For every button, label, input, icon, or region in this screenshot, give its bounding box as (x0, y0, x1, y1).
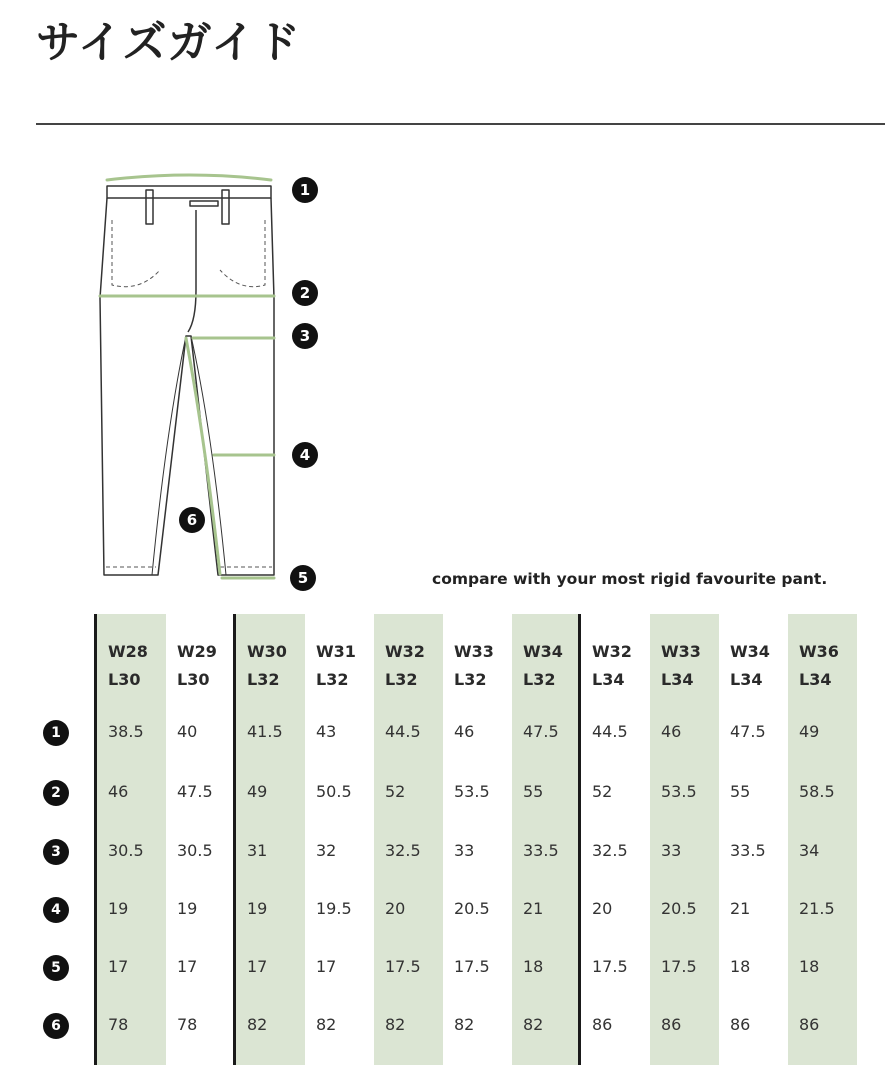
length-size: L32 (523, 670, 556, 689)
waist-size: W28 (108, 642, 148, 661)
table-cell: 19 (247, 899, 268, 918)
length-size: L34 (799, 670, 832, 689)
fit-note: compare with your most rigid favourite pant. (432, 570, 828, 588)
length-size: L34 (661, 670, 694, 689)
row-marker: 4 (43, 897, 69, 923)
table-cell: 18 (523, 957, 544, 976)
table-cell: 53.5 (661, 782, 697, 801)
size-header (799, 638, 859, 694)
size-header (247, 638, 307, 694)
size-header (730, 638, 790, 694)
waist-size: W33 (454, 642, 494, 661)
table-cell: 52 (592, 782, 613, 801)
table-cell: 82 (385, 1015, 406, 1034)
table-cell: 44.5 (592, 722, 628, 741)
table-cell: 17 (108, 957, 129, 976)
table-cell: 33.5 (523, 841, 559, 860)
svg-text:6: 6 (186, 511, 198, 529)
length-size: L30 (108, 670, 141, 689)
table-cell: 49 (247, 782, 268, 801)
table-cell: 32.5 (385, 841, 421, 860)
table-cell: 20.5 (454, 899, 490, 918)
length-size: L32 (316, 670, 349, 689)
table-cell: 43 (316, 722, 337, 741)
size-header (316, 638, 376, 694)
size-header (385, 638, 445, 694)
table-cell: 17.5 (661, 957, 697, 976)
row-marker: 6 (43, 1013, 69, 1039)
size-header (523, 638, 583, 694)
table-cell: 82 (523, 1015, 544, 1034)
length-size: L34 (730, 670, 763, 689)
table-cell: 33 (454, 841, 475, 860)
svg-text:2: 2 (299, 284, 311, 302)
size-header (661, 638, 721, 694)
table-cell: 21 (523, 899, 544, 918)
table-cell: 55 (730, 782, 751, 801)
waist-size: W32 (385, 642, 425, 661)
svg-text:4: 4 (299, 446, 311, 464)
row-marker: 3 (43, 839, 69, 865)
table-cell: 38.5 (108, 722, 144, 741)
column-divider (94, 614, 97, 1065)
table-cell: 53.5 (454, 782, 490, 801)
waist-size: W36 (799, 642, 839, 661)
table-cell: 17 (177, 957, 198, 976)
table-cell: 46 (108, 782, 129, 801)
waist-size: W32 (592, 642, 632, 661)
svg-text:5: 5 (297, 569, 309, 587)
table-cell: 21 (730, 899, 751, 918)
table-cell: 82 (247, 1015, 268, 1034)
svg-text:1: 1 (299, 181, 311, 199)
table-cell: 30.5 (177, 841, 213, 860)
table-cell: 19 (108, 899, 129, 918)
table-cell: 82 (454, 1015, 475, 1034)
table-cell: 58.5 (799, 782, 835, 801)
table-cell: 20 (592, 899, 613, 918)
table-cell: 55 (523, 782, 544, 801)
table-cell: 32.5 (592, 841, 628, 860)
table-cell: 47.5 (523, 722, 559, 741)
length-size: L34 (592, 670, 625, 689)
length-size: L32 (385, 670, 418, 689)
table-cell: 86 (730, 1015, 751, 1034)
table-cell: 19 (177, 899, 198, 918)
size-header (108, 638, 168, 694)
table-cell: 33 (661, 841, 682, 860)
table-cell: 21.5 (799, 899, 835, 918)
size-header (177, 638, 237, 694)
table-cell: 49 (799, 722, 820, 741)
table-cell: 50.5 (316, 782, 352, 801)
waist-size: W30 (247, 642, 287, 661)
table-cell: 52 (385, 782, 406, 801)
table-cell: 31 (247, 841, 268, 860)
waist-size: W29 (177, 642, 217, 661)
table-cell: 44.5 (385, 722, 421, 741)
table-cell: 86 (799, 1015, 820, 1034)
length-size: L32 (454, 670, 487, 689)
row-marker: 2 (43, 780, 69, 806)
table-cell: 17.5 (592, 957, 628, 976)
page-title: サイズガイド (36, 17, 302, 68)
table-cell: 33.5 (730, 841, 766, 860)
table-cell: 78 (177, 1015, 198, 1034)
table-cell: 17 (316, 957, 337, 976)
table-cell: 32 (316, 841, 337, 860)
row-marker: 1 (43, 720, 69, 746)
table-cell: 19.5 (316, 899, 352, 918)
waist-size: W34 (523, 642, 563, 661)
table-cell: 17.5 (385, 957, 421, 976)
table-cell: 41.5 (247, 722, 283, 741)
table-cell: 86 (592, 1015, 613, 1034)
length-size: L30 (177, 670, 210, 689)
row-marker: 5 (43, 955, 69, 981)
table-cell: 30.5 (108, 841, 144, 860)
table-cell: 18 (730, 957, 751, 976)
waist-size: W33 (661, 642, 701, 661)
size-header (592, 638, 652, 694)
table-cell: 46 (454, 722, 475, 741)
waist-size: W34 (730, 642, 770, 661)
table-cell: 47.5 (177, 782, 213, 801)
table-cell: 20 (385, 899, 406, 918)
size-header (454, 638, 514, 694)
svg-text:3: 3 (299, 327, 311, 345)
table-cell: 46 (661, 722, 682, 741)
table-cell: 82 (316, 1015, 337, 1034)
table-cell: 20.5 (661, 899, 697, 918)
table-cell: 34 (799, 841, 820, 860)
table-cell: 17.5 (454, 957, 490, 976)
waist-size: W31 (316, 642, 356, 661)
length-size: L32 (247, 670, 280, 689)
table-cell: 86 (661, 1015, 682, 1034)
table-cell: 78 (108, 1015, 129, 1034)
table-cell: 40 (177, 722, 198, 741)
table-cell: 18 (799, 957, 820, 976)
table-cell: 17 (247, 957, 268, 976)
table-cell: 47.5 (730, 722, 766, 741)
